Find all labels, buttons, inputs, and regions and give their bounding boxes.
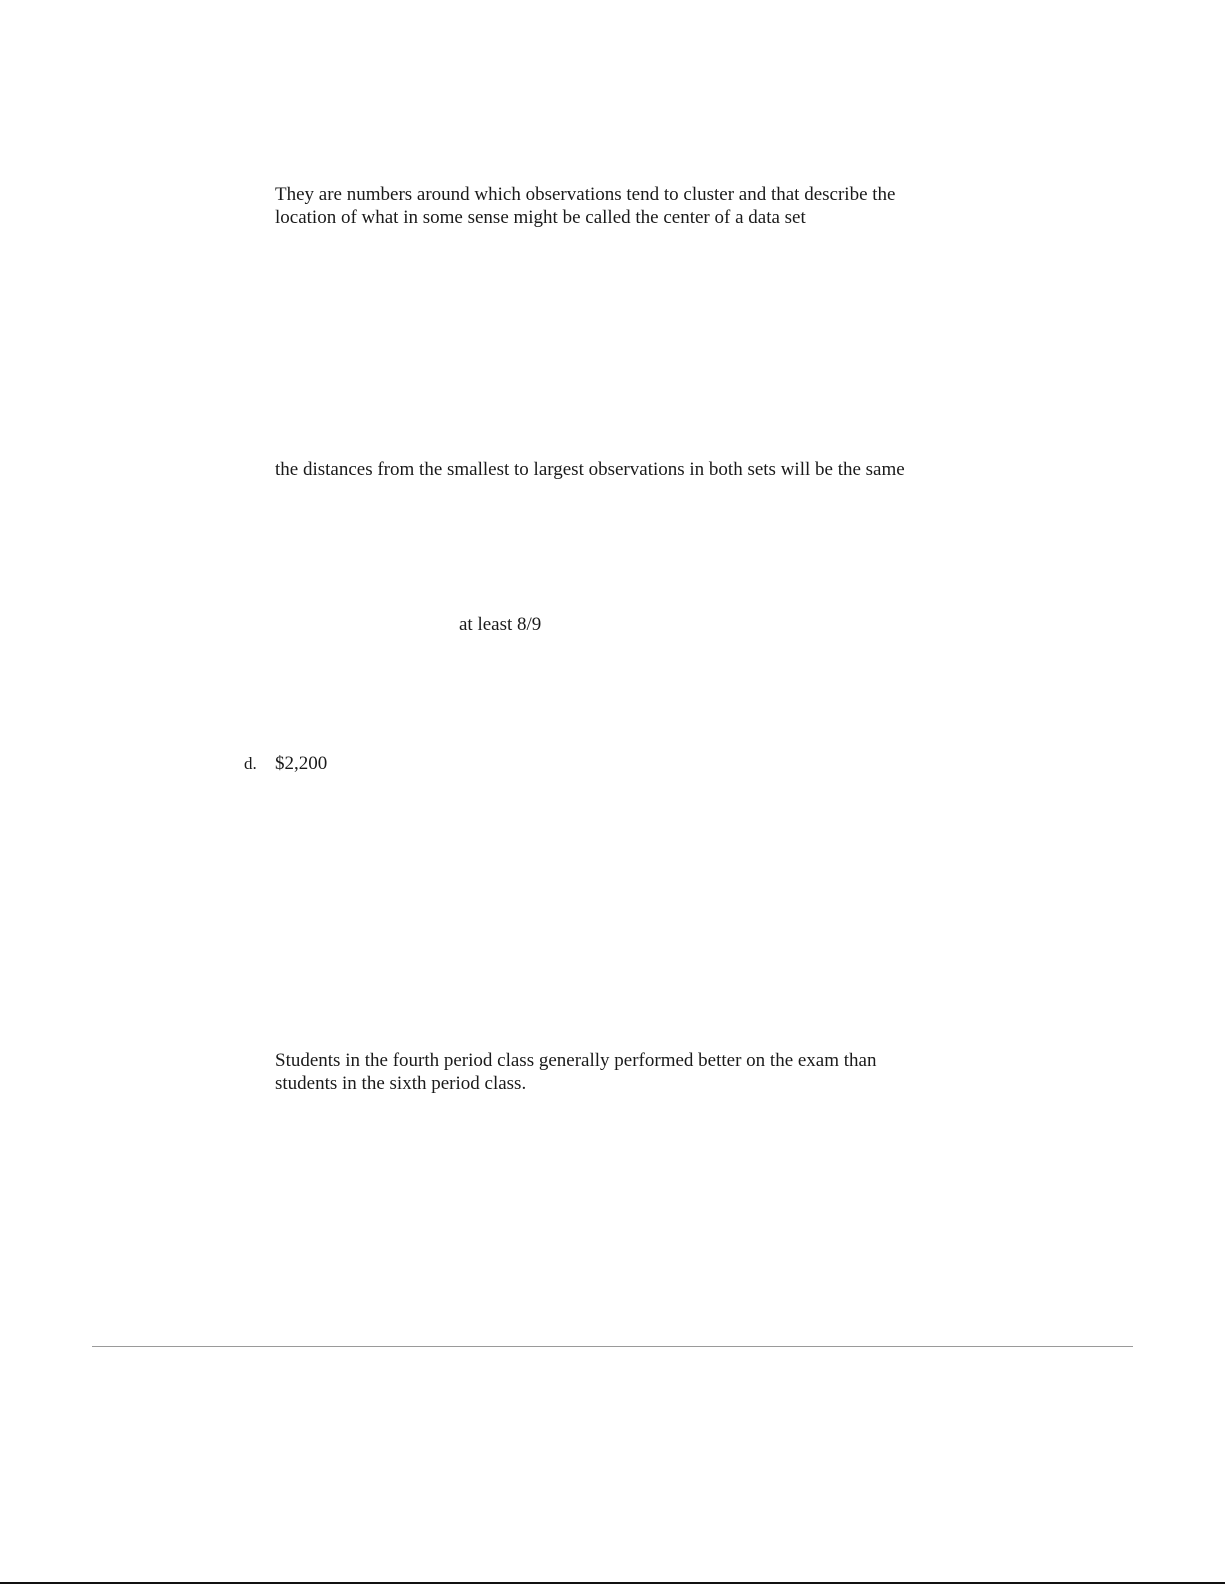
answer-central-tendency xyxy=(275,183,895,229)
answer-line: They are numbers around which observations tend to cluster and that describe the xyxy=(275,184,896,205)
answer-line: the distances from the smallest to largest observations in both sets will be the same xyxy=(275,459,905,480)
answer-line: location of what in some sense might be called the center of a data set xyxy=(275,207,806,228)
answer-choice-d xyxy=(244,752,327,775)
answer-range xyxy=(275,458,905,481)
answer-line: Students in the fourth period class generally performed better on the exam than xyxy=(275,1050,877,1071)
choice-letter: d. xyxy=(244,754,257,773)
choice-text: $2,200 xyxy=(275,753,328,774)
footer-divider xyxy=(92,1346,1133,1347)
answer-line: students in the sixth period class. xyxy=(275,1073,527,1094)
page-bottom-edge xyxy=(0,1582,1225,1584)
answer-line: at least 8/9 xyxy=(459,614,542,635)
answer-class-comparison xyxy=(275,1049,876,1095)
answer-chebyshev xyxy=(459,613,541,636)
